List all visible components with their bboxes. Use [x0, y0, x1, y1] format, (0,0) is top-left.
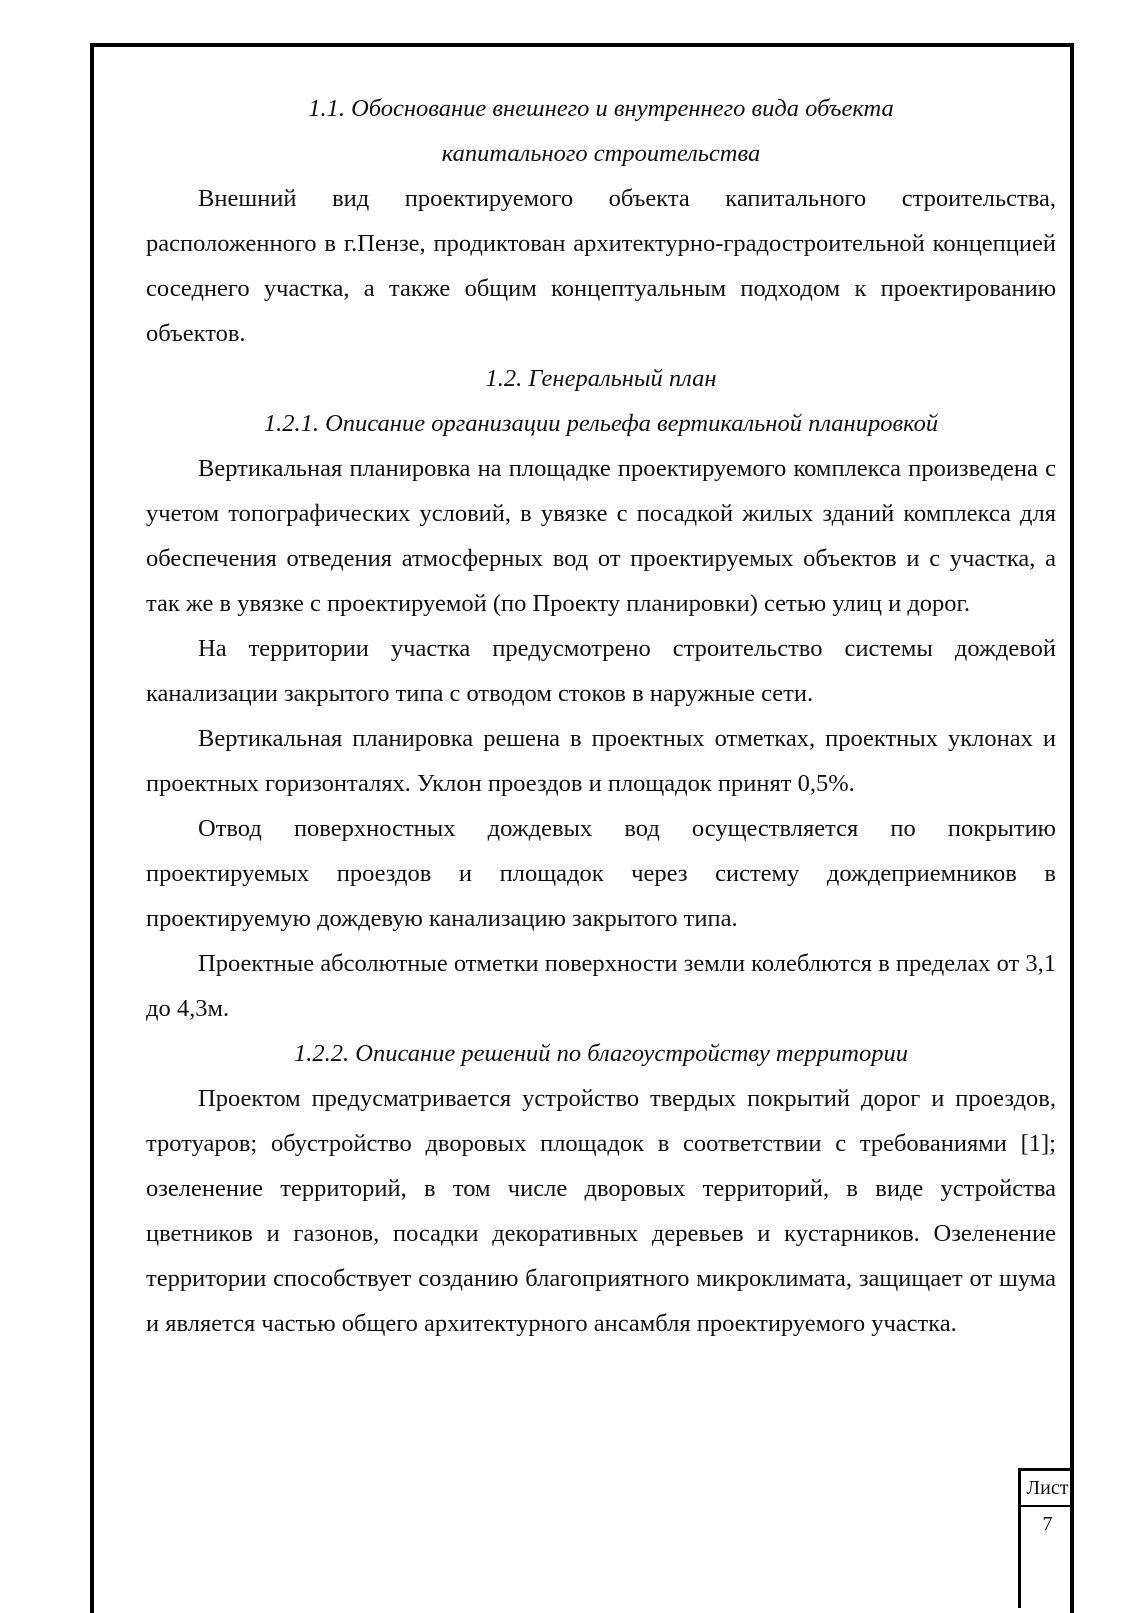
paragraph-surface-drainage: Отвод поверхностных дождевых вод осуществляется по покрытию проектируемых проездов и площадок через систему дождеприемников в проектируемую дождевую канализацию закрытого типа.	[146, 815, 1056, 932]
paragraph-vertical-planning: Вертикальная планировка на площадке проектируемого комплекса произведена с учетом топографических условий, в увязке с посадкой жилых зданий комплекса для обеспечения отведения атмосферных вод от проектируемых объектов и с участка, а так же в увязке с проектируемой (по Проекту планировки) сетью улиц и дорог.	[146, 455, 1056, 617]
sheet-label: Лист	[1021, 1471, 1074, 1507]
section-heading-1-1-line1: 1.1. Обоснование внешнего и внутреннего вида объекта	[308, 95, 894, 122]
section-heading-1-2: 1.2. Генеральный план	[485, 365, 717, 392]
paragraph-slopes: Вертикальная планировка решена в проектных отметках, проектных уклонах и проектных горизонталях. Уклон проездов и площадок принят 0,5%.	[146, 725, 1056, 797]
paragraph-landscaping: Проектом предусматривается устройство твердых покрытий дорог и проездов, тротуаров; обустройство дворовых площадок в соответствии с требованиями [1]; озеленение территорий, в том числе дворовых территорий, в виде устройства цветников и газонов, посадки декоративных деревьев и кустарников. Озеленение территории способствует созданию благоприятного микроклимата, защищает от шума и является частью общего архитектурного ансамбля проектируемого участка.	[146, 1085, 1056, 1337]
section-heading-1-2-1: 1.2.1. Описание организации рельефа вертикальной планировкой	[263, 410, 939, 437]
sheet-number: 7	[1042, 1513, 1053, 1535]
section-heading-1-1-line2: капитального строительства	[441, 140, 761, 167]
paragraph-storm-sewer: На территории участка предусмотрено строительство системы дождевой канализации закрытого типа с отводом стоков в наружные сети.	[146, 635, 1056, 707]
section-heading-1-1	[146, 86, 1056, 176]
document-body	[146, 86, 1056, 1346]
paragraph-exterior-appearance: Внешний вид проектируемого объекта капитального строительства, расположенного в г.Пензе, продиктован архитектурно-градостроительной концепцией соседнего участка, а также общим концептуальным подходом к проектированию объектов.	[146, 185, 1056, 347]
sheet-number-stamp	[1018, 1468, 1074, 1608]
paragraph-elevation-marks: Проектные абсолютные отметки поверхности земли колеблются в пределах от 3,1 до 4,3м.	[146, 950, 1057, 1022]
section-heading-1-2-2: 1.2.2. Описание решений по благоустройству территории	[294, 1040, 908, 1067]
